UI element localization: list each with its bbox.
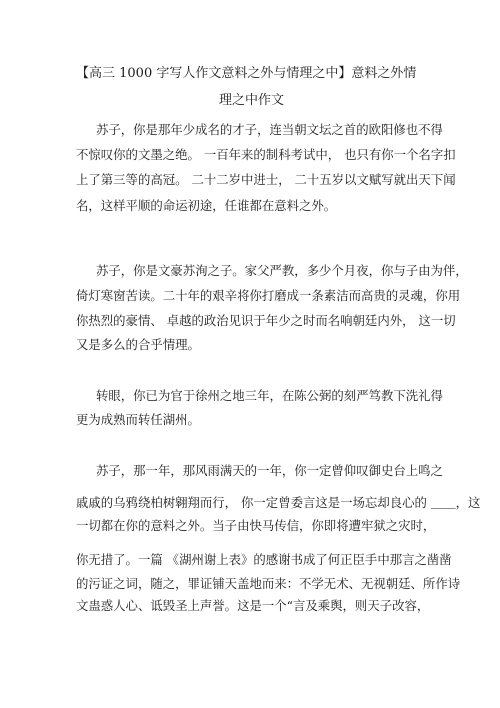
body-line: 一切都在你的意料之外。当子由快马传信，你即将遭牢狱之灾时， bbox=[76, 518, 436, 533]
body-line: 你热烈的豪情、 卓越的政治见识于年少之时而名响朝廷内外， 这一切 bbox=[76, 313, 456, 328]
body-line: 倚灯寒窗苦读。二十年的艰辛将你打磨成一条素洁而高贵的灵魂，你用 bbox=[76, 288, 461, 303]
body-line: 苏子，那一年，那风雨满天的一年，你一定曾仰叹御史台上鸣之 bbox=[96, 463, 443, 478]
body-line: 的污证之词，随之，罪证铺天盖地而来：不学无术、无视朝廷、所作诗 bbox=[76, 576, 461, 591]
body-line: 名，这样平顺的命运初途，任谁都在意料之外。 bbox=[76, 198, 337, 213]
title-line-1: 【高三 1000 字写人作文意料之外与情理之中】意料之外情 bbox=[76, 66, 417, 81]
body-line: 苏子，你是那年少成名的才子，连当朝文坛之首的欧阳修也不得 bbox=[96, 122, 443, 137]
body-line: 又是多么的合乎情理。 bbox=[76, 337, 200, 352]
body-line: 转眼，你已为官于徐州之地三年，在陈公弼的刻严笃教下洗礼得 bbox=[96, 388, 443, 403]
body-line: 更为成熟而转任湖州。 bbox=[76, 412, 200, 427]
title-line-2: 理之中作文 bbox=[219, 93, 285, 108]
body-line: 苏子，你是文豪苏洵之子。家父严教，多少个月夜，你与子由为伴， bbox=[96, 263, 468, 278]
body-line: 戚戚的乌鸦绕柏树翱翔而行， 你一定曾委言这是一场忘却良心的 ＿＿，这 bbox=[76, 495, 481, 510]
body-line: 不惊叹你的文墨之绝。 一百年来的制科考试中， 也只有你一个名字扣 bbox=[76, 147, 456, 162]
body-line: 文蛊惑人心、诋毁圣上声誉。这是一个“言及乘舆，则天子改容， bbox=[76, 598, 430, 613]
body-line: 上了第三等的高冠。 二十二岁中进士， 二十五岁以文赋写就出天下闻 bbox=[76, 172, 456, 187]
body-line: 你无措了。一篇 《湖州谢上表》的感谢书成了何正臣手中那言之凿凿 bbox=[76, 552, 452, 567]
